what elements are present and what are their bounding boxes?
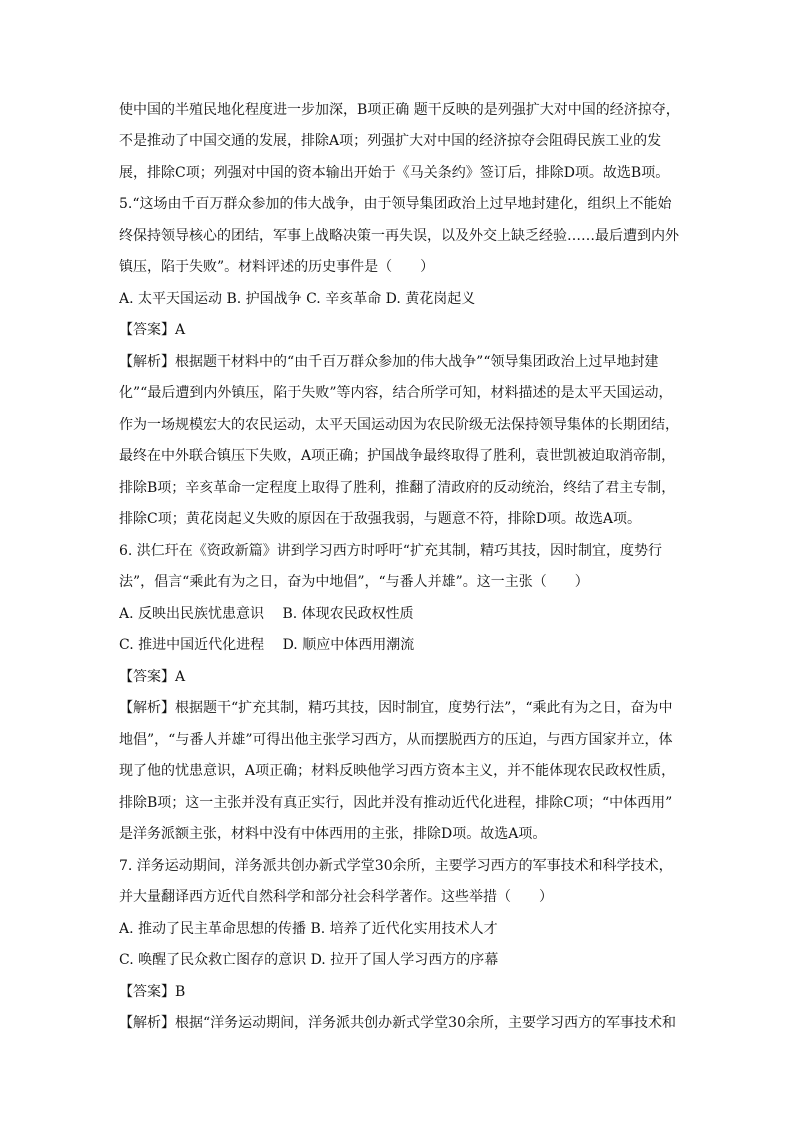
question-5-options: A. 太平天国运动 B. 护国战争 C. 辛亥革命 D. 黄花岗起义 — [119, 291, 476, 307]
text-line: 排除B项；辛亥革命一定程度上取得了胜利，推翻了清政府的反动统治，终结了君主专制， — [119, 480, 676, 496]
text-line: 法”，倡言“乘此有为之日，奋为中地倡”，“与番人并雄”。这一主张（ ） — [119, 574, 589, 590]
text-line: 镇压，陷于失败”。材料评述的历史事件是（ ） — [119, 259, 435, 275]
question-7-options: C. 唤醒了民众救亡图存的意识 D. 拉开了国人学习西方的序幕 — [119, 952, 499, 968]
text-line: 地倡”，“与番人并雄”可得出他主张学习西方，从而摆脱西方的压迫，与西方国家并立，体 — [119, 732, 673, 748]
text-line: 化”“最后遭到内外镇压，陷于失败”等内容，结合所学可知，材料描述的是太平天国运动， — [119, 385, 673, 401]
question-6-options: C. 推进中国近代化进程 D. 顺应中体西用潮流 — [119, 637, 415, 653]
text-line: 作为一场规模宏大的农民运动，太平天国运动因为农民阶级无法保持领导集体的长期团结， — [119, 417, 679, 433]
question-7-stem: 7. 洋务运动期间，洋务派共创办新式学堂30余所，主要学习西方的军事技术和科学技术， — [119, 858, 673, 874]
text-line: 排除B项；这一主张并没有真正实行，因此并没有推动近代化进程，排除C项；“中体西用” — [119, 795, 673, 811]
text-line: 不是推动了中国交通的发展，排除A项；列强扩大对中国的经济掠夺会阻碍民族工业的发 — [119, 133, 662, 149]
question-5-stem: 5.“这场由千百万群众参加的伟大战争，由于领导集团政治上过早地封建化，组织上不能始 — [119, 196, 672, 212]
answer-label: 【答案】A — [119, 669, 186, 685]
text-line: 并大量翻译西方近代自然科学和部分社会科学著作。这些举措（ ） — [119, 889, 553, 905]
question-6-stem: 6. 洪仁玕在《资政新篇》讲到学习西方时呼吁“扩充其制，精巧其技，因时制宜，度势行 — [119, 543, 662, 559]
text-line: 最终在中外联合镇压下失败，A项正确；护国战争最终取得了胜利，袁世凯被迫取消帝制， — [119, 448, 676, 464]
text-line: 展，排除C项；列强对中国的资本输出开始于《马关条约》签订后，排除D项。故选B项。 — [119, 165, 670, 181]
answer-label: 【答案】A — [119, 322, 186, 338]
text-line: 现了他的忧患意识，A项正确；材料反映他学习西方资本主义，并不能体现农民政权性质， — [119, 763, 676, 779]
answer-label: 【答案】B — [119, 984, 186, 1000]
text-line: 是洋务派额主张，材料中没有中体西用的主张，排除D项。故选A项。 — [119, 826, 547, 842]
analysis-paragraph: 【解析】根据题干“扩充其制，精巧其技，因时制宜，度势行法”，“乘此有为之日，奋为中 — [119, 700, 673, 716]
analysis-paragraph: 【解析】根据题干材料中的“由千百万群众参加的伟大战争”“领导集团政治上过早地封建 — [119, 354, 659, 370]
analysis-paragraph: 【解析】根据“洋务运动期间，洋务派共创办新式学堂30余所，主要学习西方的军事技术和 — [119, 1015, 676, 1031]
question-7-options: A. 推动了民主革命思想的传播 B. 培养了近代化实用技术人才 — [119, 921, 498, 937]
text-line: 使中国的半殖民地化程度进一步加深，B项正确 题干反映的是列强扩大对中国的经济掠夺， — [119, 102, 680, 118]
text-line: 终保持领导核心的团结，军事上战略决策一再失误，以及外交上缺乏经验……最后遭到内外 — [119, 228, 679, 244]
question-6-options: A. 反映出民族忧患意识 B. 体现农民政权性质 — [119, 606, 414, 622]
text-line: 排除C项；黄花岗起义失败的原因在于敌强我弱，与题意不符，排除D项。故选A项。 — [119, 511, 642, 527]
